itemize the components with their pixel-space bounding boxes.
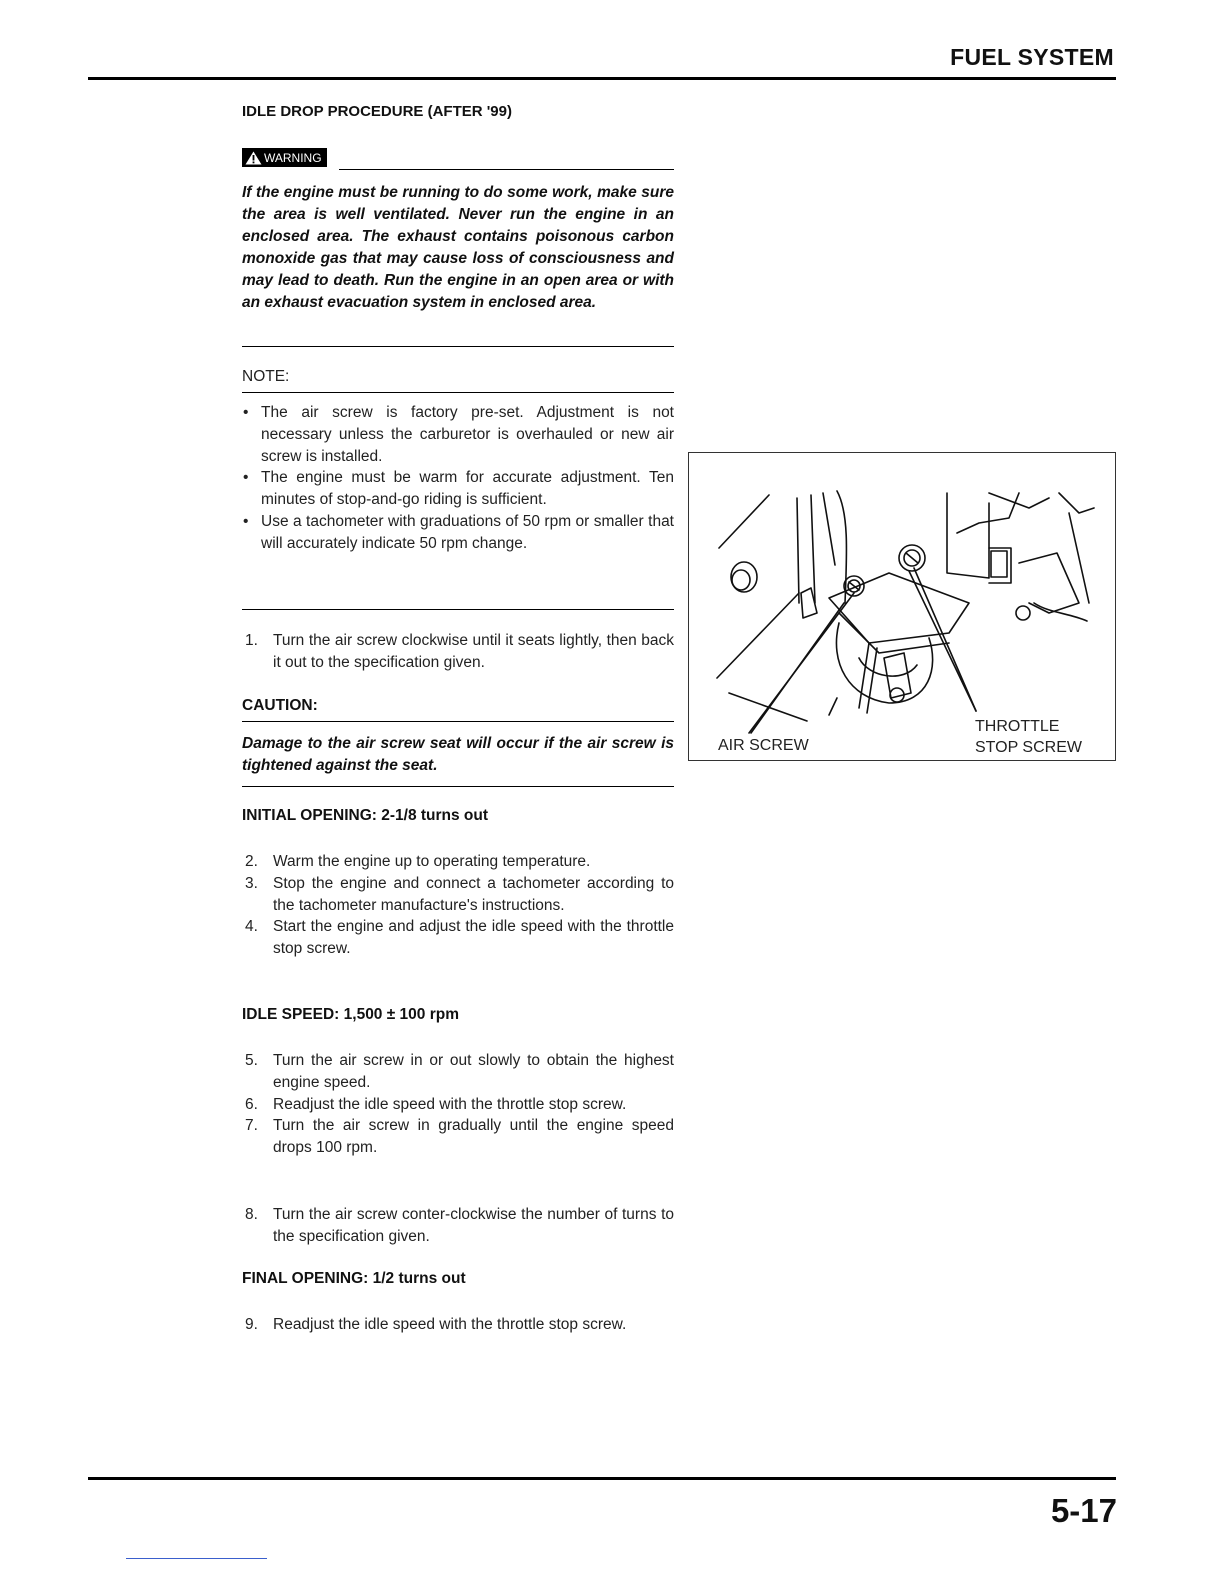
step-text: Start the engine and adjust the idle speed with the throttle stop screw.: [273, 918, 674, 958]
spec-label: FINAL OPENING:: [242, 1270, 369, 1287]
list-item: [242, 630, 674, 674]
list-item: • Use a tachometer with graduations of 50 rpm or smaller that will accurately indicate 50 rpm change.: [242, 511, 674, 555]
step-text: Readjust the idle speed with the throttle stop screw.: [273, 1316, 627, 1333]
warning-bottom-rule: [242, 346, 674, 347]
step-number: 1.: [245, 632, 258, 649]
procedure-title: IDLE DROP PROCEDURE (AFTER '99): [242, 103, 512, 120]
warning-label: WARNING: [264, 151, 322, 165]
step-text: Turn the air screw clockwise until it seats lightly, then back it out to the specification given.: [273, 632, 674, 671]
step-text: Warm the engine up to operating temperature.: [273, 853, 591, 870]
step-number: 7.: [245, 1117, 258, 1135]
step-text: Turn the air screw in or out slowly to obtain the highest engine speed.: [273, 1052, 674, 1091]
list-item: [242, 1094, 674, 1116]
list-item: [242, 916, 674, 960]
steps-group-5: [242, 1314, 674, 1336]
warning-text: If the engine must be running to do some work, make sure the area is well ventilated. Never run the engine in an enclosed area. The exhaust contains poisonous carbon monoxide gas that may cause loss of consciousness and may lead to death. Run the engine in an open area or with an exhaust evacuation system in enclosed area.: [242, 184, 674, 311]
footer-rule: [88, 1477, 1116, 1480]
spec-value: 1/2 turns out: [372, 1270, 466, 1287]
step-number: 3.: [245, 874, 258, 892]
warning-header: [242, 148, 674, 170]
caution-top-rule: [242, 721, 674, 722]
steps-group-2: [242, 851, 674, 960]
steps-group-3: [242, 1050, 674, 1159]
warning-triangle-icon: [245, 151, 262, 165]
step-text: Stop the engine and connect a tachometer according to the tachometer manufacture's instructions.: [273, 874, 674, 914]
note-label: NOTE:: [242, 368, 290, 385]
throttle-label-line2: STOP SCREW: [975, 739, 1082, 756]
list-item: [242, 1204, 674, 1248]
note-top-rule: [242, 392, 674, 393]
initial-opening-spec: [242, 807, 488, 825]
steps-group-4: [242, 1204, 674, 1248]
section-title: FUEL SYSTEM: [950, 44, 1114, 70]
throttle-label-line1: THROTTLE: [975, 718, 1060, 735]
step-number: 9.: [245, 1316, 258, 1333]
list-item: • The air screw is factory pre-set. Adjustment is not necessary unless the carburetor is overhauled or new air screw is installed.: [242, 402, 674, 467]
step-number: 8.: [245, 1206, 258, 1223]
page-number: 5-17: [1050, 1492, 1117, 1529]
list-item: [242, 1115, 674, 1159]
list-item: [242, 851, 674, 873]
spec-value: 2-1/8 turns out: [381, 807, 489, 824]
step-number: 5.: [245, 1052, 258, 1069]
step-number: 4.: [245, 918, 258, 936]
spec-label: INITIAL OPENING:: [242, 807, 377, 824]
caution-text: Damage to the air screw seat will occur if the air screw is tightened against the seat.: [242, 735, 674, 774]
list-item: [242, 873, 674, 917]
step-text: Readjust the idle speed with the throttle stop screw.: [273, 1095, 627, 1113]
warning-top-rule: [339, 169, 674, 170]
spec-label: IDLE SPEED:: [242, 1006, 340, 1023]
list-item: • The engine must be warm for accurate adjustment. Ten minutes of stop-and-go riding is sufficient.: [242, 467, 674, 511]
spec-value: 1,500 ± 100 rpm: [343, 1006, 459, 1023]
warning-badge: [242, 148, 327, 167]
step-text: Turn the air screw in gradually until the engine speed drops 100 rpm.: [273, 1117, 674, 1157]
list-item: [242, 1050, 674, 1094]
carburetor-figure: [688, 452, 1116, 761]
idle-speed-spec: [242, 1006, 459, 1024]
air-screw-label: AIR SCREW: [718, 737, 809, 754]
note-bottom-rule: [242, 609, 674, 610]
list-item: [242, 1314, 674, 1336]
header-rule: [88, 77, 1116, 80]
final-opening-spec: [242, 1270, 466, 1288]
steps-group-1: [242, 630, 674, 674]
throttle-stop-screw-label: [975, 716, 1082, 758]
step-number: 2.: [245, 853, 258, 870]
caution-bottom-rule: [242, 786, 674, 787]
footer-link-underline: [126, 1558, 267, 1559]
step-number: 6.: [245, 1095, 258, 1113]
caution-label: CAUTION:: [242, 697, 318, 714]
note-bullet-list: [242, 402, 674, 555]
step-text: Turn the air screw conter-clockwise the number of turns to the specification given.: [273, 1206, 674, 1245]
